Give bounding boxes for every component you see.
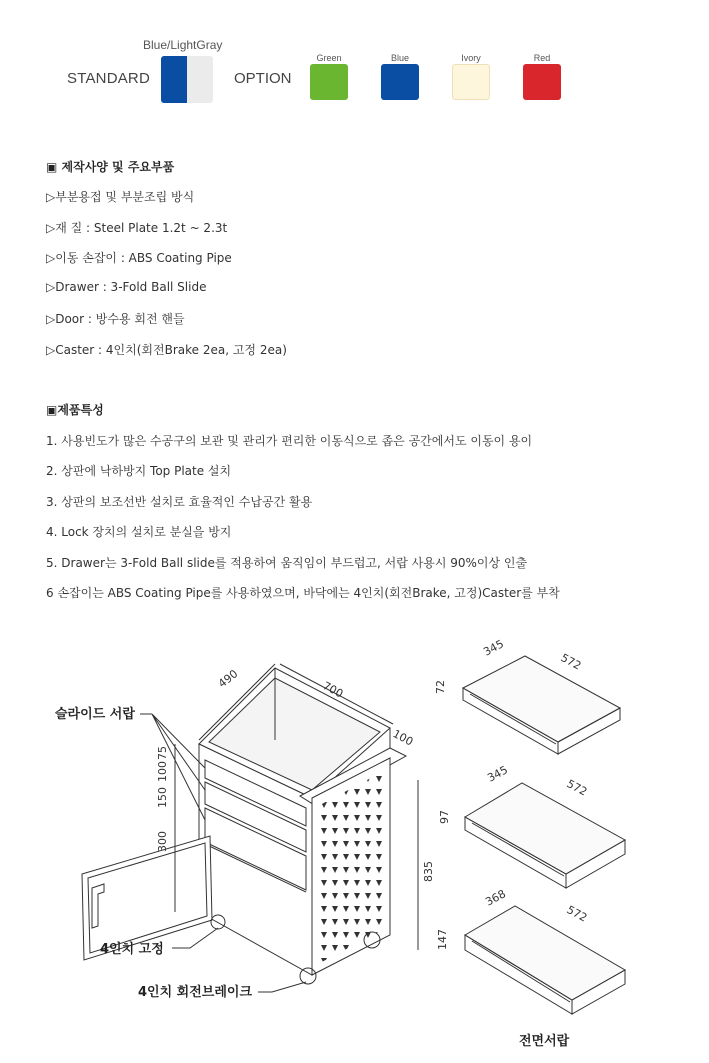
cabinet-dim-drawer-75: 75 (156, 746, 169, 760)
option-swatch-name: Green (316, 53, 342, 63)
drawer-view-2 (465, 783, 625, 888)
drawer-3-depth: 368 (483, 887, 508, 909)
spec-item: ▷Caster : 4인치(회전Brake 2ea, 고정 2ea) (46, 343, 287, 357)
technical-drawing (0, 630, 709, 1063)
label-brake-caster: 4인치 회전브레이크 (138, 985, 253, 1000)
feature-item: 6 손잡이는 ABS Coating Pipe를 사용하였으며, 바닥에는 4인치(회전Brake, 고정)Caster를 부착 (46, 586, 560, 600)
spec-item: ▷이동 손잡이 : ABS Coating Pipe (46, 251, 232, 265)
option-swatch-name: Ivory (461, 53, 481, 63)
feature-item: 4. Lock 장치의 설치로 분실을 방지 (46, 525, 232, 539)
drawer-2-height: 97 (438, 810, 451, 824)
technical-drawing-svg (0, 630, 709, 1063)
spec-heading: ▣ 제작사양 및 주요부품 (46, 160, 175, 174)
spec-item: ▷Drawer : 3-Fold Ball Slide (46, 280, 207, 294)
standard-color-caption: Blue/LightGray (143, 38, 223, 52)
standard-gray-half (187, 56, 213, 103)
standard-blue-half (161, 56, 187, 103)
cabinet-dim-shelf: 100 (390, 727, 416, 749)
cabinet-dim-width: 700 (320, 679, 346, 701)
option-swatch-color (310, 64, 348, 100)
option-swatch-red (521, 52, 563, 100)
option-swatch-color (523, 64, 561, 100)
callout-leader-brake (258, 982, 306, 992)
cabinet-dim-drawer-100: 100 (156, 761, 169, 782)
drawer-3-height: 147 (436, 929, 449, 950)
cabinet-dim-drawer-300: 300 (156, 831, 169, 852)
spec-item: ▷부분용접 및 부분조립 방식 (46, 190, 195, 204)
drawer-view-3 (465, 906, 625, 1014)
feature-item: 3. 상판의 보조선반 설치로 효율적인 수납공간 활용 (46, 495, 313, 509)
drawer-views (463, 656, 625, 1014)
spec-item: ▷재 질 : Steel Plate 1.2t ~ 2.3t (46, 221, 228, 235)
feature-item: 5. Drawer는 3-Fold Ball slide를 적용하여 움직임이 부드럽고, 서랍 사용시 90%이상 인출 (46, 556, 528, 570)
drawer-3-width: 572 (564, 903, 590, 925)
standard-color-swatch (161, 56, 213, 103)
option-swatch-name: Blue (390, 53, 409, 63)
drawer-1-width: 572 (558, 651, 584, 673)
label-front-drawer: 전면서랍 (519, 1034, 570, 1049)
drawer-view-1 (463, 656, 620, 754)
cabinet-dim-drawer-150: 150 (156, 787, 169, 808)
option-swatch-color (381, 64, 419, 100)
label-slide-drawer: 슬라이드 서랍 (55, 707, 135, 722)
features-heading: ▣제품특성 (46, 403, 104, 417)
drawer-2-width: 572 (564, 777, 590, 799)
option-swatch-blue (379, 52, 421, 100)
option-swatch-name: Red (533, 53, 551, 63)
option-swatch-green (308, 52, 350, 100)
label-fixed-caster: 4인치 고정 (100, 942, 164, 957)
feature-item: 1. 사용빈도가 많은 수공구의 보관 및 관리가 편리한 이동식으로 좁은 공간에서도 이동이 용이 (46, 434, 533, 448)
standard-label: STANDARD (67, 70, 150, 87)
cabinet-dim-depth: 490 (215, 667, 241, 691)
option-label: OPTION (234, 70, 292, 87)
drawer-1-height: 72 (434, 680, 447, 694)
spec-item: ▷Door : 방수용 회전 핸들 (46, 312, 185, 326)
drawer-2-depth: 345 (485, 763, 510, 785)
option-swatch-color (452, 64, 490, 100)
option-swatch-ivory (450, 52, 492, 100)
feature-item: 2. 상판에 낙하방지 Top Plate 설치 (46, 464, 232, 478)
drawer-1-depth: 345 (481, 637, 506, 659)
cabinet-dim-height: 835 (422, 861, 435, 882)
callout-leader-fixed (172, 928, 218, 948)
